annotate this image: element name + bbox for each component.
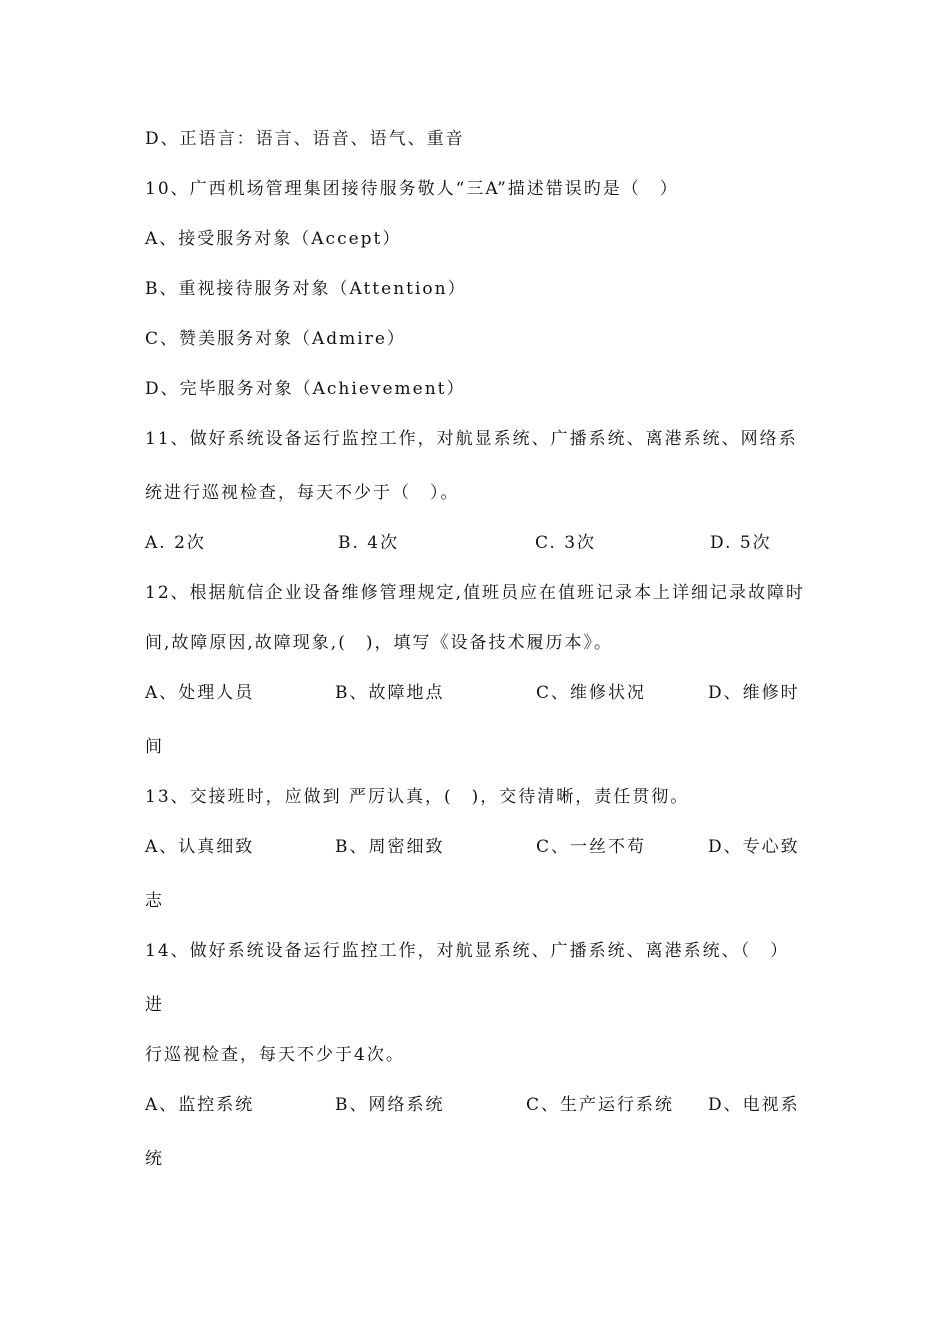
q13-option-b: B、周密细致: [335, 837, 445, 857]
q14-option-c: C、生产运行系统: [526, 1095, 675, 1115]
q13-option-d: D、专心致: [708, 837, 800, 857]
q11-option-b: B. 4次: [338, 533, 400, 553]
q14-stem-line3: 行巡视检查，每天不少于4次。: [145, 1045, 405, 1065]
q11-option-c: C. 3次: [535, 533, 597, 553]
q11-stem-line2: 统进行巡视检查，每天不少于（ ）。: [145, 483, 460, 503]
q14-option-d-wrap: 统: [145, 1149, 164, 1169]
q10-option-a: A、接受服务对象（Accept）: [145, 229, 402, 249]
q10-option-c: C、赞美服务对象（Admire）: [145, 329, 406, 349]
q9-option-d: D、正语言：语言、语音、语气、重音: [145, 129, 465, 149]
q13-stem: 13、交接班时，应做到 严厉认真，( )，交待清晰，责任贯彻。: [145, 787, 690, 807]
q10-option-b: B、重视接待服务对象（Attention）: [145, 279, 467, 299]
q11-stem-line1: 11、做好系统设备运行监控工作，对航显系统、广播系统、离港系统、网络系: [145, 429, 798, 449]
q12-option-d-wrap: 间: [145, 737, 164, 757]
q10-option-d: D、完毕服务对象（Achievement）: [145, 379, 466, 399]
q13-option-d-wrap: 志: [145, 891, 164, 911]
q14-stem-line1: 14、做好系统设备运行监控工作，对航显系统、广播系统、离港系统、（ ）: [145, 941, 790, 961]
q10-stem: 10、广西机场管理集团接待服务敬人“三A”描述错误旳是（ ）: [145, 179, 679, 199]
q14-option-b: B、网络系统: [335, 1095, 445, 1115]
q11-option-a: A. 2次: [145, 533, 206, 553]
q14-stem-line2: 进: [145, 995, 164, 1015]
q12-option-c: C、维修状况: [536, 683, 647, 703]
q12-stem-line1: 12、根据航信企业设备维修管理规定,值班员应在值班记录本上详细记录故障时: [145, 583, 806, 603]
q11-option-d: D. 5次: [710, 533, 772, 553]
q14-option-d: D、电视系: [708, 1095, 800, 1115]
q12-option-b: B、故障地点: [335, 683, 445, 703]
q12-option-d: D、维修时: [708, 683, 800, 703]
q12-option-a: A、处理人员: [145, 683, 255, 703]
q13-option-c: C、一丝不苟: [536, 837, 647, 857]
q14-option-a: A、监控系统: [145, 1095, 255, 1115]
q13-option-a: A、认真细致: [145, 837, 255, 857]
q12-stem-line2: 间,故障原因,故障现象,( )，填写《设备技术履历本》。: [145, 633, 613, 653]
